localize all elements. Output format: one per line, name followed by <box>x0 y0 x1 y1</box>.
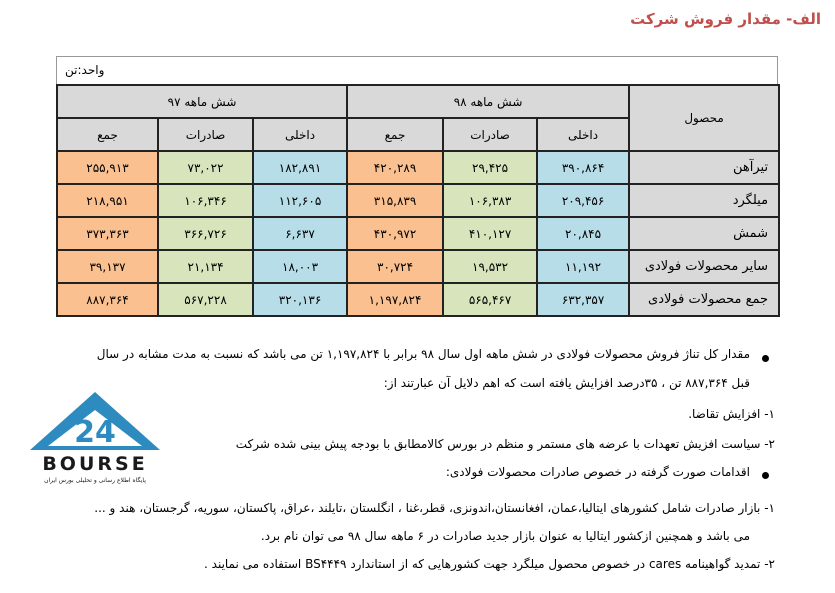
table-row <box>57 250 779 283</box>
table-row <box>57 217 779 250</box>
unit-box <box>56 56 778 85</box>
cell-value: ۱۰۶,۳۴۶ <box>158 184 253 217</box>
period-header-97: شش ماهه ۹۷ <box>57 85 347 118</box>
reason-item: ۲- سیاست افزیش تعهدات با عرضه های مستمر و منظم در بورس کالامطابق با بودجه پیش بینی شده شرکت <box>235 437 775 451</box>
table-row <box>57 184 779 217</box>
cell-value: ۶,۶۳۷ <box>253 217 347 250</box>
product-name: سایر محصولات فولادی <box>629 250 779 283</box>
product-header: محصول <box>629 85 779 151</box>
cell-value: ۴۲۰,۲۸۹ <box>347 151 443 184</box>
col-header: داخلی <box>253 118 347 151</box>
cell-value: ۴۳۰,۹۷۲ <box>347 217 443 250</box>
cell-value: ۲۱۸,۹۵۱ <box>57 184 158 217</box>
cell-value: ۲۰۹,۴۵۶ <box>537 184 629 217</box>
col-header: داخلی <box>537 118 629 151</box>
col-header: صادرات <box>158 118 253 151</box>
total-value: ۸۸۷,۳۶۴ <box>57 283 158 316</box>
sales-table <box>56 84 780 317</box>
cell-value: ۲۰,۸۴۵ <box>537 217 629 250</box>
cell-value: ۷۳,۰۲۲ <box>158 151 253 184</box>
action-item: می باشد و همچنین ازکشور ایتالیا به عنوان بازار جدید صادرات در ۶ ماهه سال ۹۸ می توان نام برد. <box>260 529 750 543</box>
cell-value: ۳۹۰,۸۶۴ <box>537 151 629 184</box>
logo-name: BOURSE <box>42 453 148 475</box>
cell-value: ۴۱۰,۱۲۷ <box>443 217 537 250</box>
period-header-98: شش ماهه ۹۸ <box>347 85 629 118</box>
total-value: ۶۳۲,۳۵۷ <box>537 283 629 316</box>
cell-value: ۱۱,۱۹۲ <box>537 250 629 283</box>
cell-value: ۲۱,۱۳۴ <box>158 250 253 283</box>
cell-value: ۳۱۵,۸۳۹ <box>347 184 443 217</box>
paragraph-line: قبل ۸۸۷,۳۶۴ تن ، ۳۵درصد افزایش یافته است که اهم دلایل آن عبارتند از: <box>383 376 750 390</box>
total-value: ۵۶۷,۲۲۸ <box>158 283 253 316</box>
total-value: ۳۲۰,۱۳۶ <box>253 283 347 316</box>
paragraph-heading: اقدامات صورت گرفته در خصوص صادرات محصولات فولادی: <box>445 465 750 479</box>
cell-value: ۳۰,۷۲۴ <box>347 250 443 283</box>
cell-value: ۱۰۶,۳۸۳ <box>443 184 537 217</box>
col-header: جمع <box>57 118 158 151</box>
total-label: جمع محصولات فولادی <box>629 283 779 316</box>
bourse24-logo <box>10 390 180 485</box>
cell-value: ۳۷۳,۳۶۳ <box>57 217 158 250</box>
cell-value: ۱۹,۵۳۲ <box>443 250 537 283</box>
cell-value: ۱۸۲,۸۹۱ <box>253 151 347 184</box>
cell-value: ۱۸,۰۰۳ <box>253 250 347 283</box>
cell-value: ۳۶۶,۷۲۶ <box>158 217 253 250</box>
product-name: میلگرد <box>629 184 779 217</box>
paragraph-line: مقدار کل تناژ فروش محصولات فولادی در شش ماهه اول سال ۹۸ برابر با ۱,۱۹۷,۸۲۴ تن می باشد که نسبت به مدت مشابه در سال <box>96 347 750 361</box>
logo-graphic <box>10 390 180 485</box>
total-value: ۵۶۵,۴۶۷ <box>443 283 537 316</box>
cell-value: ۲۵۵,۹۱۳ <box>57 151 158 184</box>
cell-value: ۱۱۲,۶۰۵ <box>253 184 347 217</box>
logo-number: 24 <box>74 415 116 450</box>
product-name: شمش <box>629 217 779 250</box>
col-header: جمع <box>347 118 443 151</box>
section-title: الف- مقدار فروش شرکت <box>630 10 821 28</box>
logo-tagline: پایگاه اطلاع رسانی و تحلیلی بورس ایران <box>44 477 146 484</box>
cell-value: ۳۹,۱۳۷ <box>57 250 158 283</box>
reason-item: ۱- افزایش تقاضا. <box>688 407 775 421</box>
col-header: صادرات <box>443 118 537 151</box>
total-value: ۱,۱۹۷,۸۲۴ <box>347 283 443 316</box>
action-item: ۱- بازار صادرات شامل کشورهای ایتالیا،عمان، افغانستان،اندونزی، قطر،غنا ، انگلستان ،تایلند ،عراق، پاکستان، سوریه، گرجستان، هند و ... <box>94 501 775 515</box>
product-name: تیرآهن <box>629 151 779 184</box>
total-row <box>57 283 779 316</box>
action-item: ۲- تمدید گواهینامه cares در خصوص محصول میلگرد جهت کشورهایی که از استاندارد BS۴۴۴۹ استفاده می نمایند . <box>204 557 775 571</box>
table-row <box>57 151 779 184</box>
cell-value: ۲۹,۴۲۵ <box>443 151 537 184</box>
unit-label: واحد:تن <box>65 63 105 77</box>
